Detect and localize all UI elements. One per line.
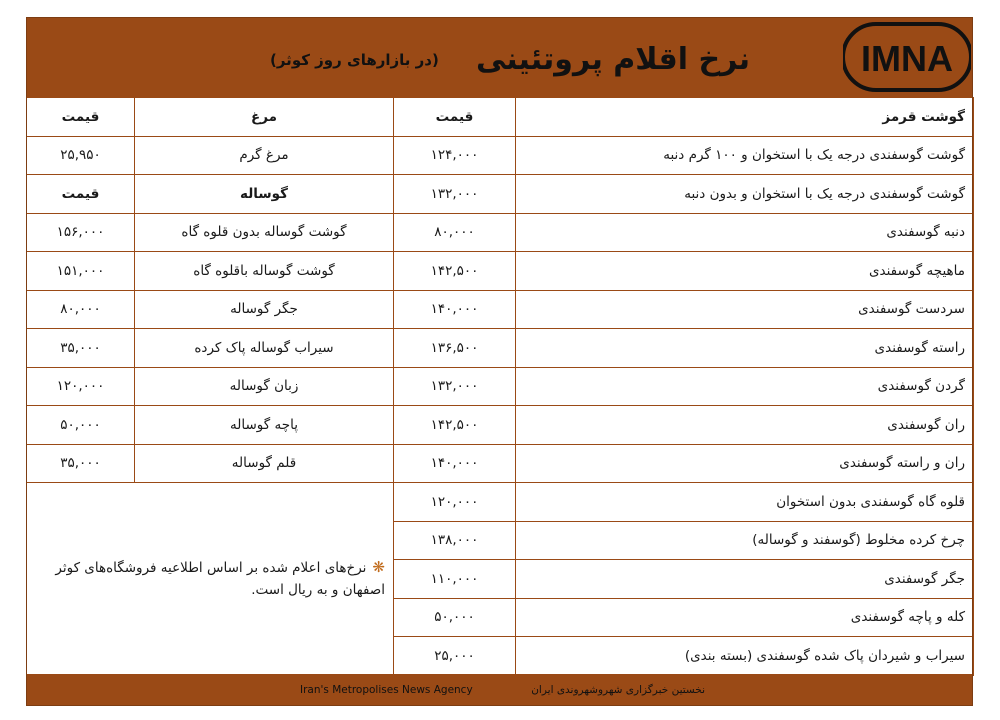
asterisk-flower-icon: ❋: [372, 558, 385, 577]
red-meat-price: ۱۲۰,۰۰۰: [394, 483, 516, 522]
veal-name: سیراب گوساله پاک کرده: [135, 329, 394, 368]
veal-price: ۵۰,۰۰۰: [27, 406, 135, 445]
page-title: نرخ اقلام پروتئینی: [475, 42, 750, 77]
red-meat-price: ۱۱۰,۰۰۰: [394, 560, 516, 599]
red-meat-price: ۱۴۰,۰۰۰: [394, 290, 516, 329]
veal-price: ۱۲۰,۰۰۰: [27, 367, 135, 406]
red-meat-price: ۱۳۸,۰۰۰: [394, 521, 516, 560]
veal-name: زبان گوساله: [135, 367, 394, 406]
red-meat-price: ۱۲۴,۰۰۰: [394, 136, 516, 175]
red-meat-name: ران و راسته گوسفندی: [516, 444, 974, 483]
veal-price: ۳۵,۰۰۰: [27, 329, 135, 368]
chicken-name-header: مرغ: [135, 98, 394, 137]
veal-price: ۱۵۱,۰۰۰: [27, 252, 135, 291]
chicken-name: مرغ گرم: [135, 136, 394, 175]
veal-name: پاچه گوساله: [135, 406, 394, 445]
red-meat-name: ماهیچه گوسفندی: [516, 252, 974, 291]
veal-name: گوشت گوساله باقلوه گاه: [135, 252, 394, 291]
red-meat-name: گوشت گوسفندی درجه یک با استخوان و بدون دنبه: [516, 175, 974, 214]
red-meat-price-header: قیمت: [394, 98, 516, 137]
red-meat-price: ۱۴۰,۰۰۰: [394, 444, 516, 483]
veal-price-header: قیمت: [27, 175, 135, 214]
red-meat-name-header: گوشت قرمز: [516, 98, 974, 137]
red-meat-name: دنبه گوسفندی: [516, 213, 974, 252]
red-meat-name: سیراب و شیردان پاک شده گوسفندی (بسته بندی): [516, 637, 974, 676]
footer-persian: نخستین خبرگزاری شهروشهروندی ایران: [531, 684, 705, 696]
red-meat-price: ۱۳۶,۵۰۰: [394, 329, 516, 368]
red-meat-name: چرخ کرده مخلوط (گوسفند و گوساله): [516, 521, 974, 560]
note-text: نرخ‌های اعلام شده بر اساس اطلاعیه فروشگاه‌های کوثر اصفهان و به ریال است.: [55, 560, 385, 599]
veal-price: ۳۵,۰۰۰: [27, 444, 135, 483]
red-meat-name: گوشت گوسفندی درجه یک با استخوان و ۱۰۰ گرم دنبه: [516, 136, 974, 175]
veal-name: قلم گوساله: [135, 444, 394, 483]
veal-name: جگر گوساله: [135, 290, 394, 329]
red-meat-price: ۱۳۲,۰۰۰: [394, 175, 516, 214]
red-meat-name: جگر گوسفندی: [516, 560, 974, 599]
red-meat-name: ران گوسفندی: [516, 406, 974, 445]
veal-name: گوشت گوساله بدون قلوه گاه: [135, 213, 394, 252]
veal-price: ۱۵۶,۰۰۰: [27, 213, 135, 252]
red-meat-price: ۸۰,۰۰۰: [394, 213, 516, 252]
red-meat-name: راسته گوسفندی: [516, 329, 974, 368]
veal-name-header: گوساله: [135, 175, 394, 214]
red-meat-name: گردن گوسفندی: [516, 367, 974, 406]
footer-english: Iran's Metropolises News Agency: [300, 684, 473, 696]
red-meat-name: کله و پاچه گوسفندی: [516, 598, 974, 637]
page-subtitle: (در بازارهای روز کوثر): [270, 51, 439, 69]
chicken-price-header: قیمت: [27, 98, 135, 137]
veal-price: ۸۰,۰۰۰: [27, 290, 135, 329]
logo-text: IMNA: [861, 38, 953, 79]
red-meat-price: ۲۵,۰۰۰: [394, 637, 516, 676]
chicken-price: ۲۵,۹۵۰: [27, 136, 135, 175]
red-meat-price: ۱۴۲,۵۰۰: [394, 252, 516, 291]
red-meat-price: ۱۴۲,۵۰۰: [394, 406, 516, 445]
red-meat-price: ۱۳۲,۰۰۰: [394, 367, 516, 406]
red-meat-name: قلوه گاه گوسفندی بدون استخوان: [516, 483, 974, 522]
red-meat-price: ۵۰,۰۰۰: [394, 598, 516, 637]
page-frame: [26, 17, 973, 706]
red-meat-name: سردست گوسفندی: [516, 290, 974, 329]
